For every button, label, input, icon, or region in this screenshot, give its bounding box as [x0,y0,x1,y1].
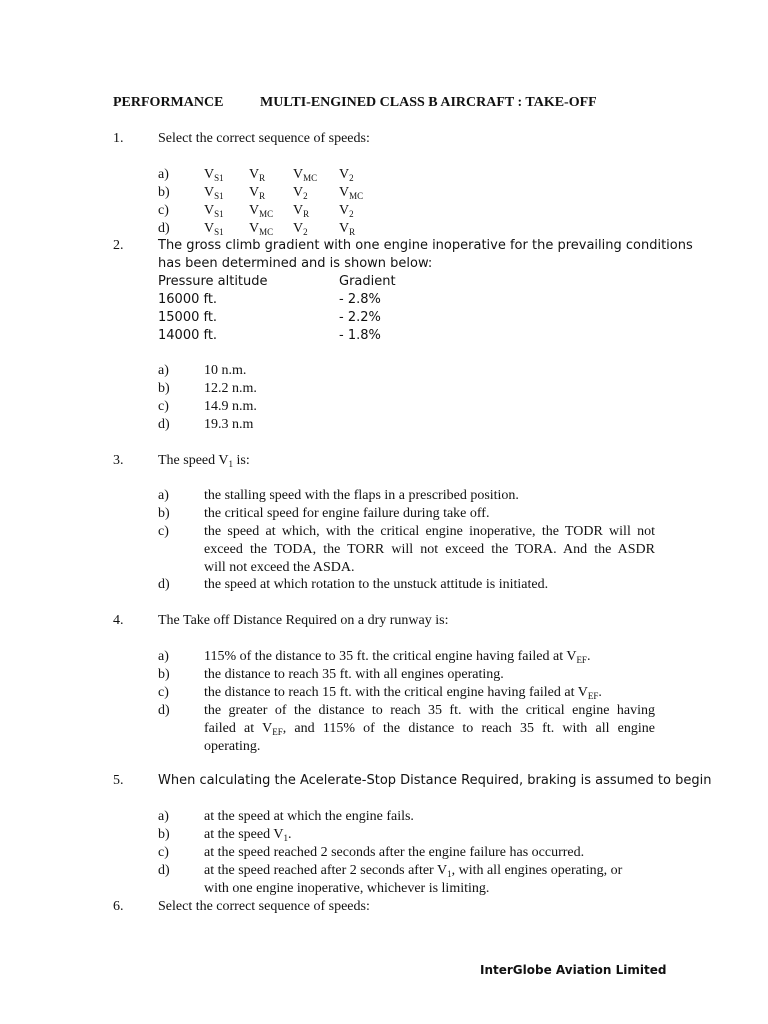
option-text: 14.9 n.m. [204,399,257,414]
option-letter: b) [158,506,170,521]
option-letter: c) [158,399,169,414]
question-text: The Take off Distance Required on a dry runway is: [158,613,449,628]
option-text-line: with one engine inoperative, whichever is limiting. [204,881,490,896]
option-text: the stalling speed with the flaps in a prescribed position. [204,488,519,503]
question-number: 2. [113,238,124,253]
question-text: Select the correct sequence of speeds: [158,131,370,146]
option-text: 10 n.m. [204,363,247,378]
speed-symbol: $V_2$ [293,185,308,201]
option-letter: a) [158,649,169,664]
speed-symbol: $V_{S1}$ [204,167,224,183]
table-header-gradient: Gradient [339,274,396,289]
table-cell-gradient: - 1.8% [339,328,381,343]
option-text-line: will not exceed the ASDA. [204,560,355,575]
option-text: the distance to reach 35 ft. with all engines operating. [204,667,504,682]
option-text: the speed at which rotation to the unstuck attitude is initiated. [204,577,549,592]
option-text: 12.2 n.m. [204,381,257,396]
section-label: PERFORMANCE [113,95,224,110]
option-text: at the speed $V_1$. [204,827,292,843]
option-text-line: operating. [204,739,261,754]
question-number: 3. [113,453,124,468]
speed-symbol: $V_R$ [339,221,356,237]
question-number: 4. [113,613,124,628]
option-letter: a) [158,167,169,182]
speed-symbol: $V_{MC}$ [339,185,364,201]
option-letter: d) [158,703,170,718]
option-text: the critical speed for engine failure during take off. [204,506,490,521]
option-text: at the speed reached 2 seconds after the engine failure has occurred. [204,845,585,860]
question-number: 1. [113,131,124,146]
table-cell-gradient: - 2.2% [339,310,381,325]
option-letter: c) [158,203,169,218]
table-cell-altitude: 14000 ft. [158,328,218,343]
table-cell-altitude: 16000 ft. [158,292,218,307]
speed-symbol: $V_{S1}$ [204,221,224,237]
option-letter: c) [158,845,169,860]
table-cell-gradient: - 2.8% [339,292,381,307]
table-cell-altitude: 15000 ft. [158,310,218,325]
question-text: Select the correct sequence of speeds: [158,899,370,914]
option-letter: d) [158,577,170,592]
option-text: the distance to reach 15 ft. with the critical engine having failed at $V_{EF}$. [204,685,602,701]
option-text-line: the speed at which, with the critical engine inoperative, the TODR will not [204,524,655,539]
speed-symbol: $V_2$ [293,221,308,237]
option-letter: d) [158,221,170,236]
table-header-altitude: Pressure altitude [158,274,268,289]
speed-symbol: $V_R$ [293,203,310,219]
speed-symbol: $V_{MC}$ [293,167,318,183]
speed-symbol: $V_{MC}$ [249,221,274,237]
question-number: 6. [113,899,124,914]
option-text-line: exceed the TODA, the TORR will not exceed the TORA. And the ASDR [204,542,655,557]
option-text: 115% of the distance to 35 ft. the critical engine having failed at $V_{EF}$. [204,649,591,665]
question-text-line: The gross climb gradient with one engine inoperative for the prevailing conditions [158,238,693,253]
option-letter: c) [158,524,169,539]
option-letter: b) [158,827,170,842]
option-letter: d) [158,417,170,432]
question-text-line: has been determined and is shown below: [158,256,433,271]
speed-symbol: $V_R$ [249,167,266,183]
option-text-line: at the speed reached after 2 seconds after $V_1$, with all engines operating, or [204,863,623,879]
option-letter: a) [158,488,169,503]
speed-symbol: $V_{S1}$ [204,203,224,219]
option-text: at the speed at which the engine fails. [204,809,414,824]
question-number: 5. [113,773,124,788]
option-letter: b) [158,381,170,396]
option-text: 19.3 n.m [204,417,254,432]
option-letter: a) [158,363,169,378]
option-letter: c) [158,685,169,700]
page-title: MULTI-ENGINED CLASS B AIRCRAFT : TAKE-OFF [260,95,597,110]
question-text: When calculating the Acelerate-Stop Distance Required, braking is assumed to begin [158,773,712,788]
footer-company: InterGlobe Aviation Limited [480,963,667,977]
option-text-line: failed at $V_{EF}$, and 115% of the distance to reach 35 ft. with all engine [204,721,655,737]
speed-symbol: $V_{MC}$ [249,203,274,219]
speed-symbol: $V_R$ [249,185,266,201]
speed-symbol: $V_2$ [339,167,354,183]
speed-symbol: $V_{S1}$ [204,185,224,201]
option-letter: b) [158,185,170,200]
option-letter: a) [158,809,169,824]
option-letter: d) [158,863,170,878]
option-letter: b) [158,667,170,682]
question-text: The speed $V_1$ is: [158,453,250,469]
option-text-line: the greater of the distance to reach 35 ft. with the critical engine having [204,703,655,718]
speed-symbol: $V_2$ [339,203,354,219]
